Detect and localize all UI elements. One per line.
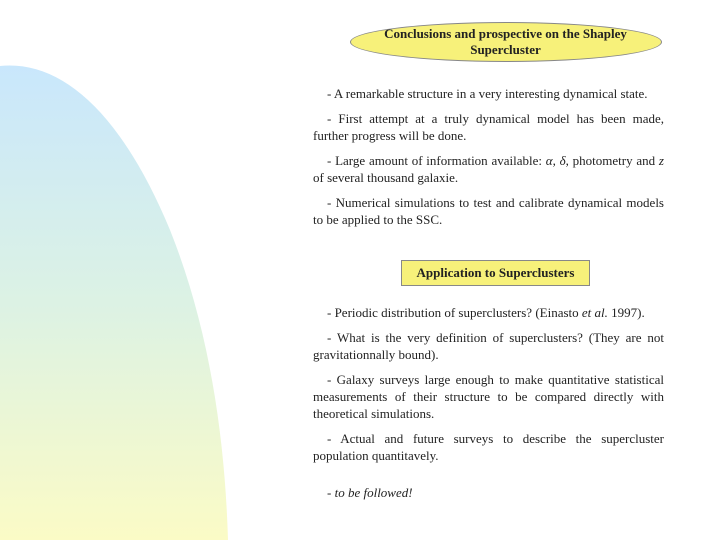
bullet-information-available: [313, 152, 664, 186]
text: - Periodic distribution of superclusters? (Einasto: [327, 305, 582, 320]
math-z: z: [658, 153, 664, 168]
italic-text: to be followed!: [334, 485, 413, 500]
citation-et-al: et al.: [581, 305, 608, 320]
bullet-numerical-simulations: - Numerical simulations to test and calibrate dynamical models to be applied to the SSC.: [313, 195, 664, 227]
text: -: [327, 485, 335, 500]
section-title-application: [401, 260, 590, 286]
bullet-to-be-followed: [313, 484, 664, 501]
section-title-conclusions: [350, 22, 662, 62]
title-text: Conclusions and prospective on the Shapley Supercluster: [384, 26, 627, 57]
text: of several thousand galaxie.: [313, 170, 459, 185]
text: 1997).: [607, 305, 645, 320]
title-text: Application to Superclusters: [416, 265, 575, 280]
bullet-remarkable-structure: - A remarkable structure in a very interesting dynamical state.: [327, 86, 648, 101]
math-alpha-delta: α, δ: [545, 153, 566, 168]
bullet-dynamical-model: - First attempt at a truly dynamical model has been made, further progress will be done.: [313, 111, 664, 143]
text: , photometry and: [565, 153, 659, 168]
bullet-future-surveys: - Actual and future surveys to describe the supercluster population quantitavely.: [313, 431, 664, 463]
bullet-definition: - What is the very definition of superclusters? (They are not gravitationnally bound).: [313, 330, 664, 362]
bullet-periodic-distribution: [313, 304, 664, 321]
slide-content: [313, 22, 664, 509]
text: - Large amount of information available:: [327, 153, 546, 168]
bullet-galaxy-surveys: - Galaxy surveys large enough to make quantitative statistical measurements of their structure to be compared directly with theoretical simulations.: [313, 372, 664, 421]
